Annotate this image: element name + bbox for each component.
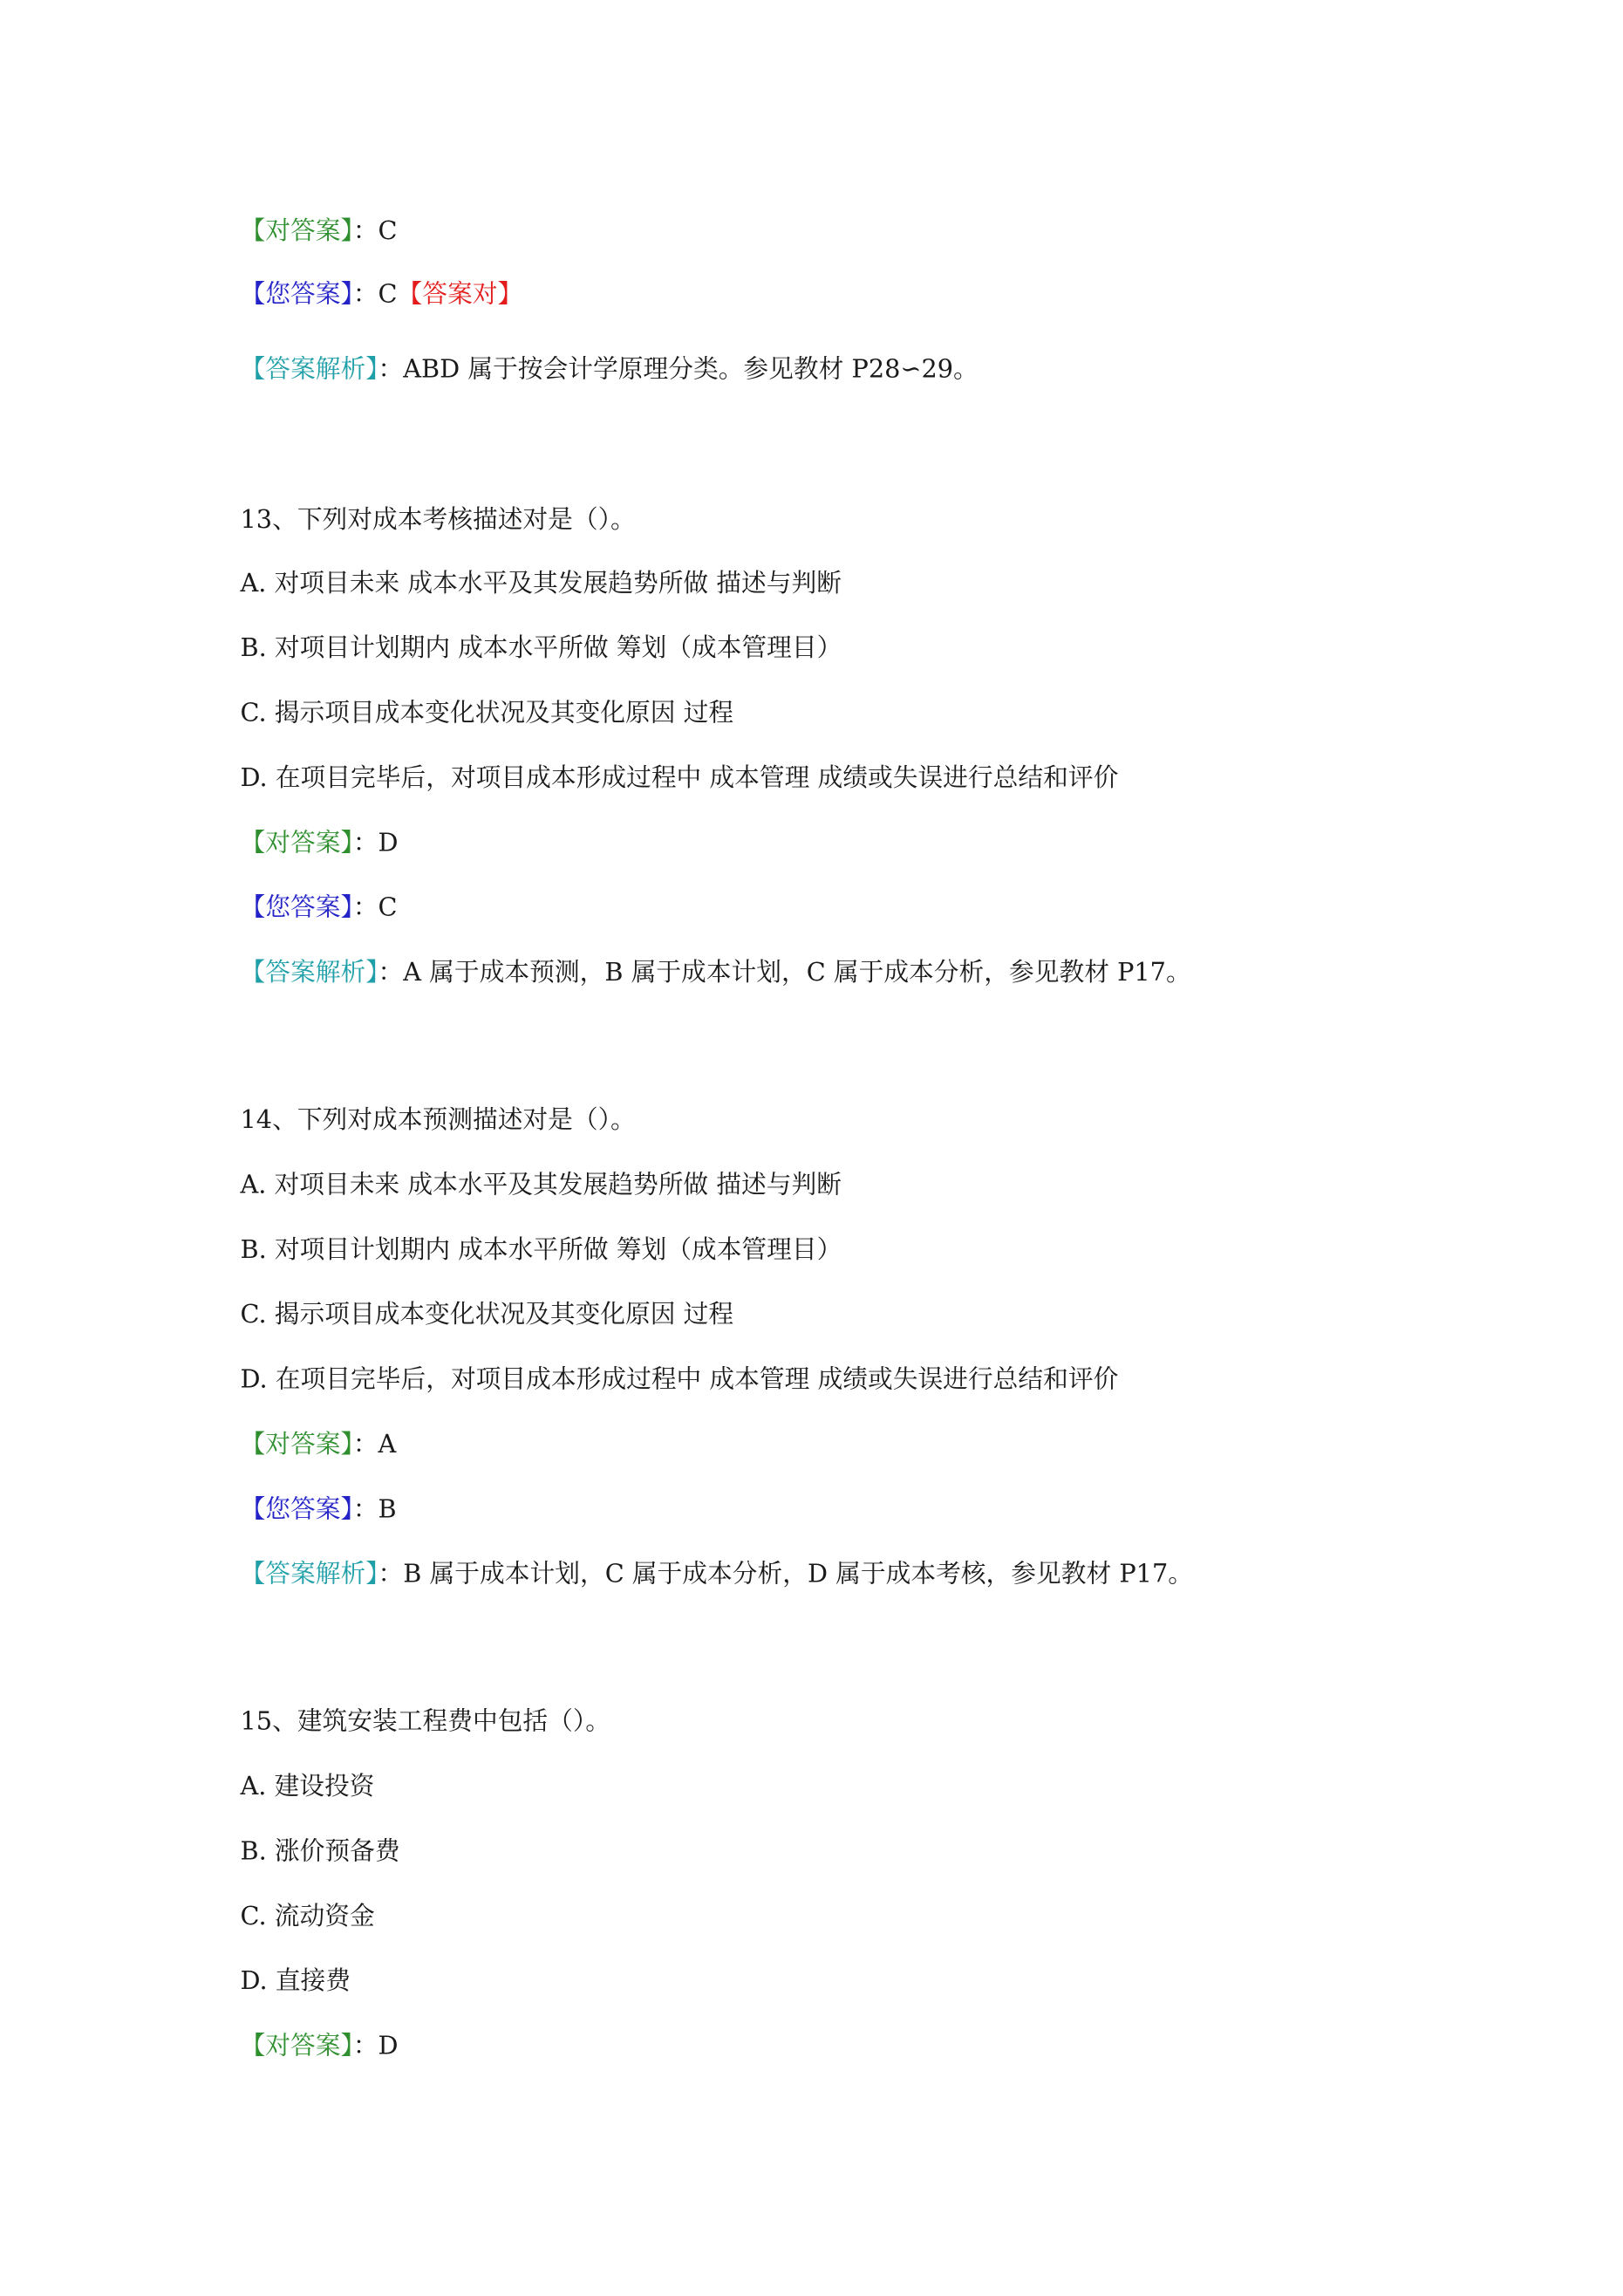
- q13-correct-answer: [241, 827, 399, 859]
- separator: ：: [352, 1430, 378, 1460]
- q14-stem: 14、下列对成本预测描述对是（）。: [240, 1105, 636, 1136]
- analysis-label: 【答案解析】: [240, 958, 378, 988]
- correct-answer-value: A: [378, 1430, 397, 1460]
- separator: ：: [378, 958, 404, 988]
- your-answer-value: B: [378, 1494, 397, 1525]
- q14-option-d: D. 在项目完毕后，对项目成本形成过程中 成本管理 成绩或失误进行总结和评价: [240, 1365, 1119, 1396]
- your-answer-value: C: [378, 893, 398, 924]
- q13-option-d: D. 在项目完毕后，对项目成本形成过程中 成本管理 成绩或失误进行总结和评价: [240, 763, 1119, 794]
- q12-your-answer: [241, 278, 523, 311]
- correct-answer-value: D: [378, 828, 399, 858]
- your-answer-value: C: [378, 280, 398, 310]
- separator: ：: [352, 280, 378, 310]
- q13-option-a: A. 对项目未来 成本水平及其发展趋势所做 描述与判断: [240, 569, 842, 599]
- your-answer-label: 【您答案】: [240, 280, 353, 310]
- correct-answer-label: 【对答案】: [240, 1430, 353, 1460]
- q15-option-b: B. 涨价预备费: [240, 1837, 400, 1867]
- separator: ：: [352, 1494, 378, 1525]
- q14-option-c: C. 揭示项目成本变化状况及其变化原因 过程: [240, 1300, 734, 1330]
- separator: ：: [352, 2032, 378, 2062]
- q13-analysis: [241, 957, 1191, 989]
- q14-analysis: [241, 1559, 1193, 1591]
- q14-option-b: B. 对项目计划期内 成本水平所做 筹划（成本管理目）: [240, 1235, 842, 1266]
- q13-stem: 13、下列对成本考核描述对是（）。: [240, 505, 636, 536]
- correct-answer-label: 【对答案】: [240, 2032, 353, 2062]
- analysis-text: ABD 属于按会计学原理分类。参见教材 P28∽29。: [403, 355, 979, 386]
- your-answer-label: 【您答案】: [240, 1494, 353, 1525]
- analysis-text: A 属于成本预测，B 属于成本计划，C 属于成本分析，参见教材 P17。: [403, 958, 1191, 988]
- correct-answer-label: 【对答案】: [240, 828, 353, 858]
- q15-stem: 15、建筑安装工程费中包括（）。: [240, 1707, 611, 1738]
- correct-answer-value: C: [378, 216, 398, 247]
- q14-your-answer: [241, 1493, 397, 1526]
- analysis-text: B 属于成本计划，C 属于成本分析，D 属于成本考核，参见教材 P17。: [403, 1560, 1194, 1590]
- analysis-label: 【答案解析】: [240, 1560, 378, 1590]
- separator: ：: [352, 893, 378, 924]
- q13-option-b: B. 对项目计划期内 成本水平所做 筹划（成本管理目）: [240, 633, 842, 664]
- q14-correct-answer: [241, 1429, 397, 1461]
- q12-correct-answer: [241, 215, 398, 248]
- q15-option-a: A. 建设投资: [240, 1772, 375, 1802]
- q13-your-answer: [241, 892, 398, 925]
- correct-answer-value: D: [378, 2032, 399, 2062]
- analysis-label: 【答案解析】: [240, 355, 378, 386]
- q12-analysis: [241, 354, 979, 386]
- separator: ：: [352, 216, 378, 247]
- separator: ：: [378, 355, 404, 386]
- q13-option-c: C. 揭示项目成本变化状况及其变化原因 过程: [240, 699, 734, 729]
- q15-option-d: D. 直接费: [240, 1966, 351, 1997]
- q15-correct-answer: [241, 2031, 399, 2063]
- separator: ：: [352, 828, 378, 858]
- q14-option-a: A. 对项目未来 成本水平及其发展趋势所做 描述与判断: [240, 1171, 842, 1200]
- correct-answer-label: 【对答案】: [240, 216, 353, 247]
- q15-option-c: C. 流动资金: [240, 1902, 375, 1932]
- your-answer-label: 【您答案】: [240, 893, 353, 924]
- answer-correct-verdict: 【答案对】: [397, 280, 523, 310]
- separator: ：: [378, 1560, 404, 1590]
